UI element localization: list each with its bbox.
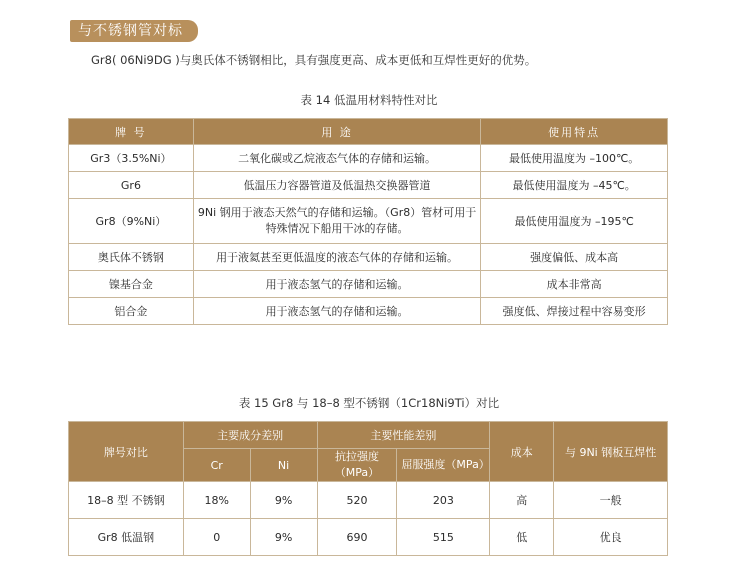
table-row (69, 145, 668, 172)
cell-cost: 高 (490, 482, 554, 519)
cell-features: 最低使用温度为 –100℃。 (481, 145, 668, 172)
cell-cr: 18% (183, 482, 250, 519)
cell-brand: Gr3（3.5%Ni） (69, 145, 194, 172)
header-brand: 牌 号 (69, 119, 194, 145)
header-tensile (317, 449, 397, 482)
cell-usage (193, 199, 480, 244)
header-tensile-text: 抗拉强度（MPa） (334, 450, 380, 479)
cell-yield: 515 (397, 519, 490, 556)
cell-usage-text: 9Ni 钢用于液态天然气的存储和运输。（Gr8）管材可用于特殊情况下船用干冰的存储。 (197, 206, 477, 235)
table-row (69, 199, 668, 244)
cell-brand: 镍基合金 (69, 271, 194, 298)
table-row (69, 482, 668, 519)
header-weldability: 与 9Ni 钢板互焊性 (554, 422, 668, 482)
cell-tensile: 520 (317, 482, 397, 519)
table-row (69, 244, 668, 271)
intro-text: Gr8( 06Ni9DG )与奥氏体不锈钢相比，具有强度更高、成本更低和互焊性更好的优势。 (91, 53, 537, 67)
header-composition: 主要成分差别 (183, 422, 317, 449)
header-performance: 主要性能差别 (317, 422, 490, 449)
cell-features: 强度偏低、成本高 (481, 244, 668, 271)
cell-ni: 9% (250, 519, 317, 556)
cell-usage: 用于液态氢气的存储和运输。 (193, 298, 480, 325)
table-row (69, 271, 668, 298)
cell-features: 最低使用温度为 –45℃。 (481, 172, 668, 199)
material-comparison-table (68, 118, 668, 325)
cell-features: 最低使用温度为 –195℃ (481, 199, 668, 244)
cell-usage: 二氧化碳或乙烷液态气体的存储和运输。 (193, 145, 480, 172)
section-title: 与不锈钢管对标 (70, 20, 198, 42)
header-yield-text: 屈服强度（MPa） (401, 458, 490, 471)
cell-brand: Gr8 低温钢 (69, 519, 184, 556)
cell-brand: 奥氏体不锈钢 (69, 244, 194, 271)
cell-brand: Gr8（9%Ni） (69, 199, 194, 244)
cell-features: 成本非常高 (481, 271, 668, 298)
header-ni: Ni (250, 449, 317, 482)
table15-caption: 表 15 Gr8 与 18–8 型不锈钢（1Cr18Ni9Ti）对比 (238, 396, 500, 410)
cell-usage: 用于液态氢气的存储和运输。 (193, 271, 480, 298)
table-row (69, 519, 668, 556)
table-header-row (69, 422, 668, 449)
table-row (69, 298, 668, 325)
table14-caption: 表 14 低温用材料特性对比 (300, 93, 438, 107)
cell-weldability: 优良 (554, 519, 668, 556)
gr8-vs-stainless-table (68, 421, 668, 556)
cell-features: 强度低、焊接过程中容易变形 (481, 298, 668, 325)
cell-yield: 203 (397, 482, 490, 519)
cell-cost: 低 (490, 519, 554, 556)
cell-brand: 铝合金 (69, 298, 194, 325)
table-row (69, 172, 668, 199)
header-cr: Cr (183, 449, 250, 482)
cell-tensile: 690 (317, 519, 397, 556)
cell-weldability: 一般 (554, 482, 668, 519)
cell-usage: 用于液氦甚至更低温度的液态气体的存储和运输。 (193, 244, 480, 271)
table-header-row (69, 119, 668, 145)
header-cost: 成本 (490, 422, 554, 482)
header-usage: 用 途 (193, 119, 480, 145)
cell-brand: 18–8 型 不锈钢 (69, 482, 184, 519)
header-yield (397, 449, 490, 482)
header-brand-compare: 牌号对比 (69, 422, 184, 482)
cell-brand: Gr6 (69, 172, 194, 199)
cell-usage: 低温压力容器管道及低温热交换器管道 (193, 172, 480, 199)
cell-ni: 9% (250, 482, 317, 519)
header-features: 使用特点 (481, 119, 668, 145)
cell-cr: 0 (183, 519, 250, 556)
